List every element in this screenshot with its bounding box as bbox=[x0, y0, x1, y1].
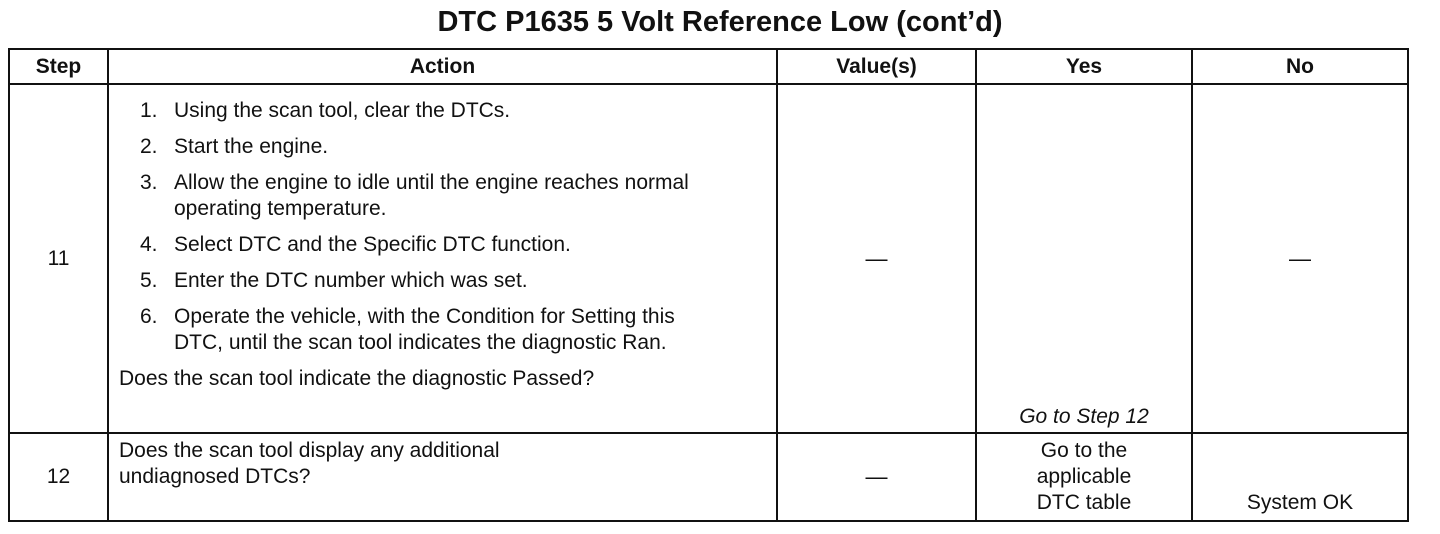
yes-line: Go to the bbox=[1040, 439, 1128, 462]
yes-cell bbox=[976, 84, 1192, 433]
step-number: 11 bbox=[9, 84, 108, 433]
action-step-text: Operate the vehicle, with the Condition for Setting this DTC, until the scan tool indicates the diagnostic Ran. bbox=[174, 305, 675, 354]
action-step-number: 6. bbox=[140, 305, 158, 328]
action-step-text: Enter the DTC number which was set. bbox=[174, 269, 528, 292]
action-step-text: Using the scan tool, clear the DTCs. bbox=[174, 99, 511, 122]
header-step: Step bbox=[9, 49, 108, 84]
yes-line: applicable bbox=[1036, 465, 1132, 488]
table-row-step-12 bbox=[9, 433, 1408, 521]
action-step-number: 1. bbox=[140, 99, 158, 122]
action-step-text: Start the engine. bbox=[174, 135, 329, 158]
action-question: Does the scan tool indicate the diagnostic Passed? bbox=[119, 367, 595, 390]
action-step bbox=[140, 268, 766, 294]
header-no: No bbox=[1192, 49, 1408, 84]
action-cell bbox=[108, 84, 777, 433]
action-step-text: Select DTC and the Specific DTC function. bbox=[174, 233, 571, 256]
no-cell: — bbox=[1192, 84, 1408, 433]
values-cell: — bbox=[777, 84, 976, 433]
dtc-table bbox=[8, 48, 1409, 522]
table-header-row bbox=[9, 49, 1408, 84]
action-step-number: 2. bbox=[140, 135, 158, 158]
action-cell bbox=[108, 433, 777, 521]
action-step-number: 5. bbox=[140, 269, 158, 292]
yes-line: DTC table bbox=[1036, 491, 1132, 514]
step-number: 12 bbox=[9, 433, 108, 521]
header-values: Value(s) bbox=[777, 49, 976, 84]
action-step-number: 3. bbox=[140, 171, 158, 194]
action-step bbox=[140, 232, 766, 258]
table-row-step-11 bbox=[9, 84, 1408, 433]
action-step-number: 4. bbox=[140, 233, 158, 256]
action-question: Does the scan tool display any additional undiagnosed DTCs? bbox=[119, 439, 500, 488]
values-cell: — bbox=[777, 433, 976, 521]
no-cell bbox=[1192, 433, 1408, 521]
no-result: System OK bbox=[1246, 491, 1354, 514]
header-yes: Yes bbox=[976, 49, 1192, 84]
page-title: DTC P1635 5 Volt Reference Low (cont’d) bbox=[437, 6, 1003, 38]
header-action: Action bbox=[108, 49, 777, 84]
action-step bbox=[140, 170, 766, 222]
yes-cell bbox=[976, 433, 1192, 521]
yes-goto-link: Go to Step 12 bbox=[1019, 405, 1149, 428]
action-steps-list bbox=[119, 98, 766, 356]
action-step bbox=[140, 98, 766, 124]
action-step-text: Allow the engine to idle until the engine reaches normal operating temperature. bbox=[174, 171, 689, 220]
action-step bbox=[140, 134, 766, 160]
action-step bbox=[140, 304, 766, 356]
